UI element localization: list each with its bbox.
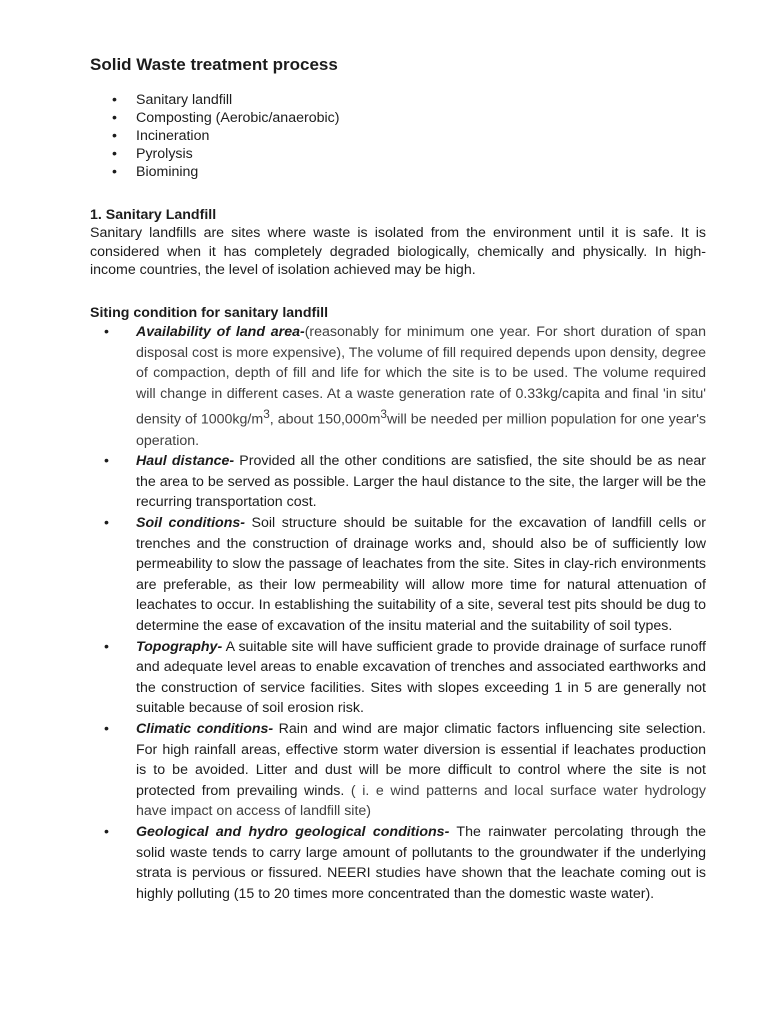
condition-name: Availability of land area- xyxy=(136,324,305,340)
condition-name: Soil conditions- xyxy=(136,515,245,532)
condition-text: Provided all the other conditions are satisfied, the site should be as near the area to be served as possible. Larger the haul distance to the site, the larger will be the recurring transportation cost. xyxy=(136,453,707,511)
condition-name: Topography- xyxy=(136,638,223,655)
condition-item xyxy=(90,513,706,637)
siting-conditions-list xyxy=(90,322,706,904)
list-item: • Biomining xyxy=(90,163,690,181)
condition-item xyxy=(90,322,706,451)
section-intro-paragraph: Sanitary landfills are sites where waste is isolated from the environment until it is safe. It is considered when it has completely degraded biologically, chemically and physically. In high-income countries, the level of isolation achieved may be high. xyxy=(90,225,706,278)
condition-text: , about 150,000m xyxy=(269,412,381,429)
list-item: • Composting (Aerobic/anaerobic) xyxy=(90,109,690,127)
condition-note: ( i. e wind patterns and local surface water hydrology have impact on access of landfill site) xyxy=(136,782,707,820)
treatment-methods-list xyxy=(90,91,690,181)
condition-text: will be needed per million population for one year's operation. xyxy=(136,412,706,449)
condition-text: A suitable site will have sufficient grade to provide drainage of surface runoff and adequate level areas to enable excavation of trenches and associated earthworks and the construction of service facilities. Sites with slopes exceeding 1 in 5 are generally not suitable because of soil erosion risk. xyxy=(136,638,706,717)
condition-text: Soil structure should be suitable for the excavation of landfill cells or trenches and the construction of drainage works and, should also be of sufficiently low permeability to slow the passage of leachates from the site. Sites in clay-rich environments are preferable, as their low permeability will allow more time for natural attenuation of leachates to occur. In establishing the suitability of a site, several test pits should be dug to determine the ease of excavation of the insitu material and the suitability of soil types. xyxy=(136,515,706,635)
document-title: Solid Waste treatment process xyxy=(90,55,338,74)
condition-item xyxy=(90,822,706,904)
condition-item xyxy=(90,637,706,719)
condition-text: The rainwater percolating through the solid waste tends to carry large amount of pollutants to the groundwater if the underlying strata is pervious or fissured. NEERI studies have shown that the leachate coming out is highly polluting (15 to 20 times more concentrated than the domestic waste water). xyxy=(136,823,706,902)
condition-item xyxy=(90,451,706,513)
condition-name: Geological and hydro geological conditions- xyxy=(136,823,450,840)
list-item: • Incineration xyxy=(90,127,690,145)
condition-name: Climatic conditions- xyxy=(136,721,274,738)
list-item: • Sanitary landfill xyxy=(90,91,690,109)
condition-name: Haul distance- xyxy=(136,453,235,470)
section-heading: 1. Sanitary Landfill xyxy=(90,207,217,223)
siting-heading: Siting condition for sanitary landfill xyxy=(90,305,329,321)
list-item: • Pyrolysis xyxy=(90,145,690,163)
condition-item xyxy=(90,719,706,822)
superscript: 3 xyxy=(380,407,388,422)
superscript: 3 xyxy=(263,407,270,422)
condition-text: Rain and wind are major climatic factors influencing site selection. For high rainfall areas, effective storm water diversion is essential if leachates production is to be avoided. Litter and dust will be more difficult to control where the site is not protected from prevailing winds. xyxy=(136,721,706,799)
condition-text: (reasonably for minimum one year. For short duration of span disposal cost is more expensive), The volume of fill required depends upon density, degree of compaction, depth of fill and life for which the site is to be used. The volume required will change in different cases. At a waste generation rate of 0.33kg/capita and final 'in situ' density of 1000kg/m xyxy=(136,324,706,429)
